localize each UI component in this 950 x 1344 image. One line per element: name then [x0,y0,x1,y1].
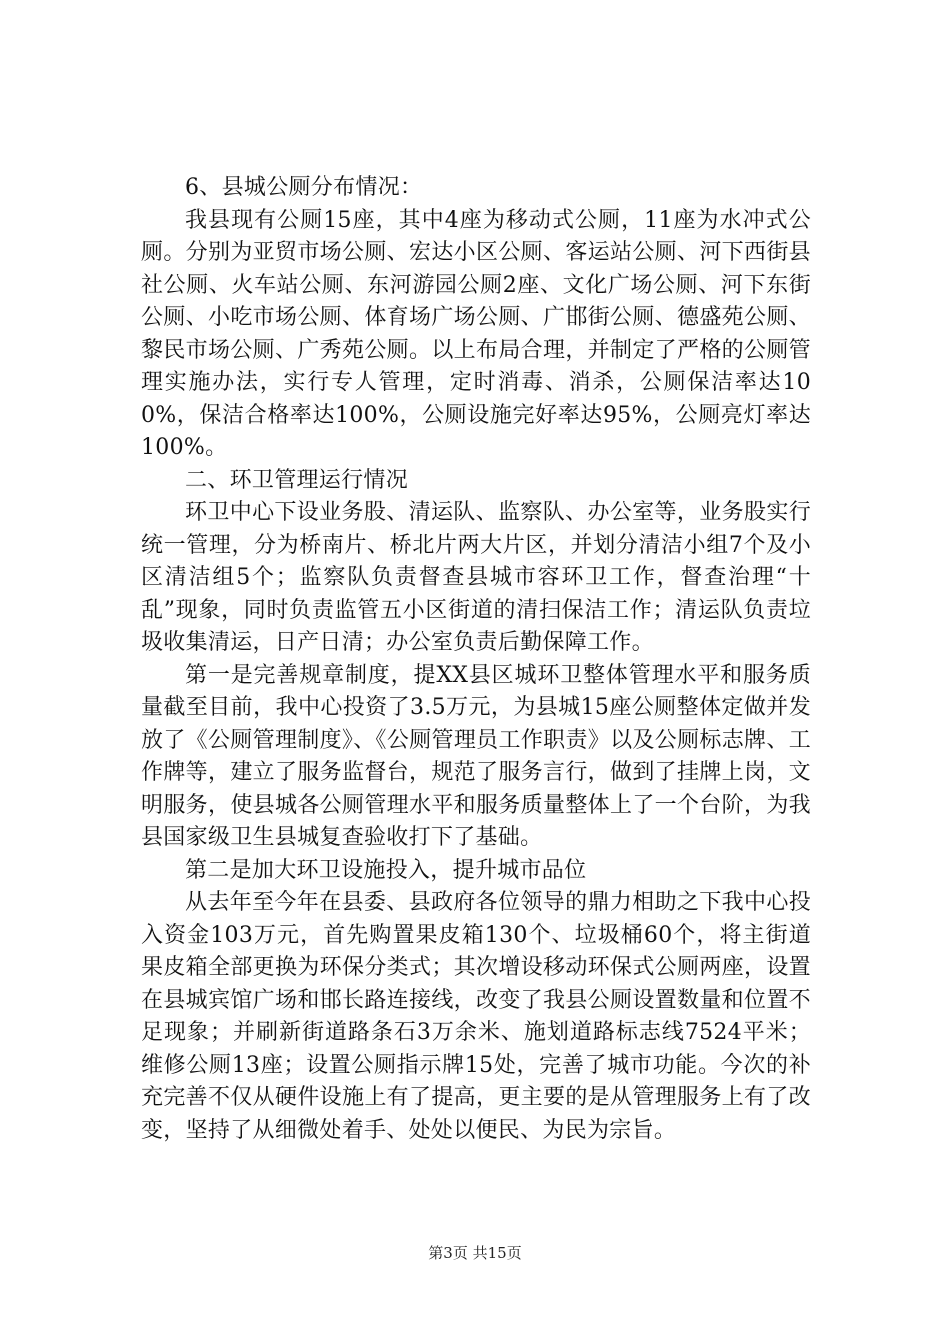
section-heading-toilet-distribution: 6、县城公厕分布情况： [185,175,423,200]
paragraph-investment-details: 从去年至今年在县委、县政府各位领导的鼎力相助之下我中心投入资金103万元，首先购置果皮箱130个、垃圾桶60个，将主街道果皮箱全部更换为环保分类式；其次增设移动环保式公厕两座，设置在县城宾馆广场和邯长路连接线，改变了我县公厕设置数量和位置不足现象；并刷新街道路条石3万余米、施划道路标志线7524平米；维修公厕13座；设置公厕指示牌15处，完善了城市功能。今次的补充完善不仅从硬件设施上有了提高，更主要的是从管理服务上有了改变，坚持了从细微处着手、处处以便民、为民为宗旨。 [141,890,811,1143]
section-heading-sanitation-management: 二、环卫管理运行情况 [185,467,409,493]
paragraph-organization: 环卫中心下设业务股、清运队、监察队、办公室等，业务股实行统一管理，分为桥南片、桥北片两大片区，并划分清洁小组7个及小区清洁组5个；监察队负责督查县城市容环卫工作，督查治理“十乱”现象，同时负责监管五小区街道的清扫保洁工作；清运队负责垃圾收集清运，日产日清；办公室负责后勤保障工作。 [141,500,811,655]
paragraph-first-rules: 第一是完善规章制度，提XX县区城环卫整体管理水平和服务质量截至目前，我中心投资了3.5万元，为县城15座公厕整体定做并发放了《公厕管理制度》、《公厕管理员工作职责》以及公厕标志牌、工作牌等，建立了服务监督台，规范了服务言行，做到了挂牌上岗，文明服务，使县城各公厕管理水平和服务质量整体上了一个台阶，为我县国家级卫生县城复查验收打下了基础。 [141,662,811,850]
page-footer: 第3页 共15页 [428,1244,522,1262]
document-body [141,172,811,1147]
paragraph-toilet-list: 我县现有公厕15座，其中4座为移动式公厕，11座为水冲式公厕。分别为亚贸市场公厕、宏达小区公厕、客运站公厕、河下西街县社公厕、火车站公厕、东河游园公厕2座、文化广场公厕、河下东街公厕、小吃市场公厕、体育场广场公厕、广邯街公厕、德盛苑公厕、黎民市场公厕、广秀苑公厕。以上布局合理，并制定了严格的公厕管理实施办法，实行专人管理，定时消毒、消杀，公厕保洁率达100%，保洁合格率达100%，公厕设施完好率达95%，公厕亮灯率达100%。 [141,207,811,460]
section-heading-second-investment: 第二是加大环卫设施投入，提升城市品位 [185,857,587,883]
